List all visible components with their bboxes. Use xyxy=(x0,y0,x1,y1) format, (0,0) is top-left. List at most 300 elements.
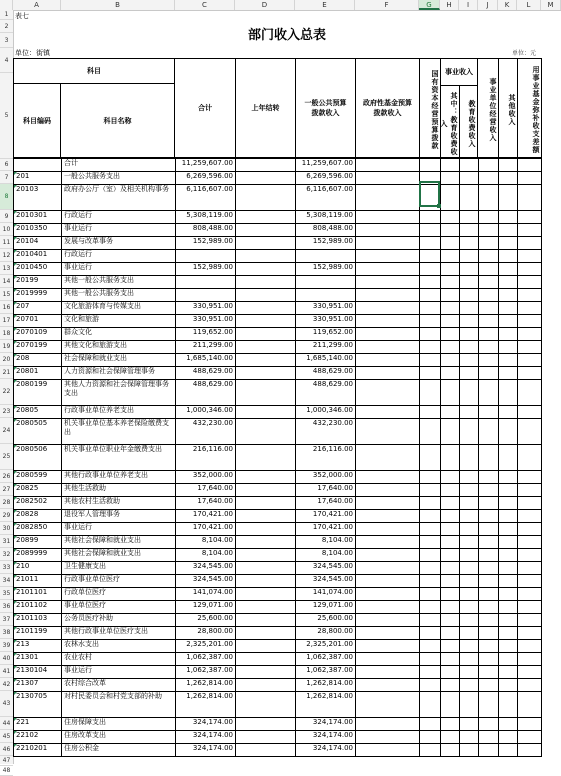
row-header-42[interactable]: 42 xyxy=(0,678,13,691)
cell-empty[interactable] xyxy=(479,406,499,419)
cell-empty[interactable] xyxy=(356,367,420,380)
row-header-1[interactable]: 1 xyxy=(0,10,13,20)
cell-empty[interactable] xyxy=(479,172,499,185)
cell-empty[interactable] xyxy=(420,536,441,549)
cell-total[interactable]: 11,259,607.00 xyxy=(176,159,236,172)
cell-last-year[interactable] xyxy=(236,406,296,419)
cell-empty[interactable] xyxy=(499,250,518,263)
cell-empty[interactable] xyxy=(479,159,499,172)
cell-total[interactable]: 352,000.00 xyxy=(176,471,236,484)
cell-empty[interactable] xyxy=(441,224,460,237)
cell-general-budget[interactable]: 17,640.00 xyxy=(296,484,356,497)
cell-subject-name[interactable]: 事业运行 xyxy=(62,666,176,679)
cell-empty[interactable] xyxy=(441,744,460,757)
cell-empty[interactable] xyxy=(420,367,441,380)
cell-empty[interactable] xyxy=(518,172,542,185)
cell-empty[interactable] xyxy=(356,354,420,367)
select-all-corner[interactable] xyxy=(0,0,13,10)
cell-empty[interactable] xyxy=(460,692,479,718)
cell-empty[interactable] xyxy=(356,276,420,289)
cell-last-year[interactable] xyxy=(236,562,296,575)
cell-empty[interactable] xyxy=(518,679,542,692)
cell-empty[interactable] xyxy=(460,419,479,445)
cell-general-budget[interactable]: 211,299.00 xyxy=(296,341,356,354)
cell-general-budget[interactable]: 25,600.00 xyxy=(296,614,356,627)
cell-general-budget[interactable]: 141,074.00 xyxy=(296,588,356,601)
cell-empty[interactable] xyxy=(441,627,460,640)
cell-general-budget[interactable]: 216,116.00 xyxy=(296,445,356,471)
cell-empty[interactable] xyxy=(479,679,499,692)
cell-subject-code[interactable]: 2010401 xyxy=(14,250,62,263)
cell-subject-code[interactable]: 20104 xyxy=(14,237,62,250)
cell-empty[interactable] xyxy=(518,588,542,601)
column-header-e[interactable]: E xyxy=(295,0,355,10)
cell-empty[interactable] xyxy=(441,640,460,653)
cell-empty[interactable] xyxy=(441,237,460,250)
cell-empty[interactable] xyxy=(479,575,499,588)
cell-empty[interactable] xyxy=(441,419,460,445)
cell-last-year[interactable] xyxy=(236,510,296,523)
cell-empty[interactable] xyxy=(460,289,479,302)
cell-empty[interactable] xyxy=(420,315,441,328)
cell-general-budget[interactable]: 324,174.00 xyxy=(296,744,356,757)
cell-last-year[interactable] xyxy=(236,250,296,263)
column-header-h[interactable]: H xyxy=(440,0,459,10)
cell-empty[interactable] xyxy=(499,471,518,484)
cell-last-year[interactable] xyxy=(236,666,296,679)
cell-empty[interactable] xyxy=(441,731,460,744)
cell-empty[interactable] xyxy=(518,419,542,445)
row-header-43[interactable]: 43 xyxy=(0,691,13,717)
cell-general-budget[interactable]: 488,629.00 xyxy=(296,380,356,406)
cell-empty[interactable] xyxy=(499,575,518,588)
cell-general-budget[interactable]: 330,951.00 xyxy=(296,302,356,315)
cell-total[interactable]: 152,989.00 xyxy=(176,263,236,276)
cell-total[interactable] xyxy=(176,289,236,302)
cell-empty[interactable] xyxy=(479,419,499,445)
row-header-32[interactable]: 32 xyxy=(0,548,13,561)
cell-empty[interactable] xyxy=(460,575,479,588)
cell-empty[interactable] xyxy=(420,224,441,237)
cell-empty[interactable] xyxy=(499,302,518,315)
cell-empty[interactable] xyxy=(460,627,479,640)
cell-subject-name[interactable]: 行政运行 xyxy=(62,250,176,263)
cell-subject-code[interactable]: 2080599 xyxy=(14,471,62,484)
cell-empty[interactable] xyxy=(460,497,479,510)
cell-general-budget[interactable]: 1,685,140.00 xyxy=(296,354,356,367)
cell-last-year[interactable] xyxy=(236,588,296,601)
cell-subject-code[interactable]: 22102 xyxy=(14,731,62,744)
cell-subject-code[interactable]: 20899 xyxy=(14,536,62,549)
cell-empty[interactable] xyxy=(420,497,441,510)
cell-subject-name[interactable]: 行政单位医疗 xyxy=(62,588,176,601)
row-header-28[interactable]: 28 xyxy=(0,496,13,509)
cell-empty[interactable] xyxy=(518,562,542,575)
cell-empty[interactable] xyxy=(356,562,420,575)
cell-empty[interactable] xyxy=(420,341,441,354)
cell-general-budget[interactable]: 488,629.00 xyxy=(296,367,356,380)
cell-total[interactable]: 141,074.00 xyxy=(176,588,236,601)
cell-total[interactable]: 324,174.00 xyxy=(176,731,236,744)
cell-last-year[interactable] xyxy=(236,185,296,211)
row-header-36[interactable]: 36 xyxy=(0,600,13,613)
cell-subject-code[interactable]: 2101103 xyxy=(14,614,62,627)
cell-empty[interactable] xyxy=(460,666,479,679)
cell-total[interactable]: 28,800.00 xyxy=(176,627,236,640)
cell-subject-name[interactable]: 行政运行 xyxy=(62,211,176,224)
cell-subject-name[interactable]: 事业运行 xyxy=(62,523,176,536)
cell-empty[interactable] xyxy=(518,211,542,224)
cell-last-year[interactable] xyxy=(236,237,296,250)
cell-subject-name[interactable]: 其他人力资源和社会保障管理事务支出 xyxy=(62,380,176,406)
cell-subject-name[interactable]: 其他一般公共服务支出 xyxy=(62,276,176,289)
cell-empty[interactable] xyxy=(441,562,460,575)
cell-empty[interactable] xyxy=(460,484,479,497)
cell-empty[interactable] xyxy=(441,523,460,536)
cell-empty[interactable] xyxy=(420,562,441,575)
cell-empty[interactable] xyxy=(356,588,420,601)
row-header-5[interactable]: 5 xyxy=(0,73,13,159)
row-header-38[interactable]: 38 xyxy=(0,626,13,639)
cell-empty[interactable] xyxy=(499,354,518,367)
cell-subject-name[interactable]: 农村综合改革 xyxy=(62,679,176,692)
cell-empty[interactable] xyxy=(518,731,542,744)
cell-empty[interactable] xyxy=(460,172,479,185)
cell-last-year[interactable] xyxy=(236,627,296,640)
cell-subject-code[interactable]: 20805 xyxy=(14,406,62,419)
cell-total[interactable]: 25,600.00 xyxy=(176,614,236,627)
cell-last-year[interactable] xyxy=(236,744,296,757)
row-header-30[interactable]: 30 xyxy=(0,522,13,535)
cell-last-year[interactable] xyxy=(236,328,296,341)
cell-empty[interactable] xyxy=(460,640,479,653)
cell-empty[interactable] xyxy=(499,380,518,406)
cell-empty[interactable] xyxy=(518,523,542,536)
cell-subject-name[interactable]: 农业农村 xyxy=(62,653,176,666)
cell-empty[interactable] xyxy=(420,549,441,562)
cell-empty[interactable] xyxy=(499,523,518,536)
cell-empty[interactable] xyxy=(479,744,499,757)
cell-last-year[interactable] xyxy=(236,172,296,185)
cell-general-budget[interactable]: 6,116,607.00 xyxy=(296,185,356,211)
cell-subject-name[interactable]: 其他社会保障和就业支出 xyxy=(62,536,176,549)
cell-empty[interactable] xyxy=(420,289,441,302)
cell-empty[interactable] xyxy=(518,224,542,237)
cell-empty[interactable] xyxy=(518,302,542,315)
cell-subject-name[interactable]: 其他行政事业单位医疗支出 xyxy=(62,627,176,640)
cell-empty[interactable] xyxy=(518,341,542,354)
cell-empty[interactable] xyxy=(441,692,460,718)
cell-general-budget[interactable]: 1,262,814.00 xyxy=(296,679,356,692)
cell-empty[interactable] xyxy=(356,718,420,731)
cell-last-year[interactable] xyxy=(236,445,296,471)
cell-subject-code[interactable]: 2010450 xyxy=(14,263,62,276)
cell-empty[interactable] xyxy=(479,354,499,367)
cell-general-budget[interactable]: 1,000,346.00 xyxy=(296,406,356,419)
cell-general-budget[interactable] xyxy=(296,276,356,289)
cell-subject-code[interactable]: 2210201 xyxy=(14,744,62,757)
cell-empty[interactable] xyxy=(518,536,542,549)
cell-subject-name[interactable]: 农林水支出 xyxy=(62,640,176,653)
cell-subject-code[interactable]: 2082502 xyxy=(14,497,62,510)
cell-subject-code[interactable]: 2101102 xyxy=(14,601,62,614)
cell-empty[interactable] xyxy=(499,211,518,224)
cell-empty[interactable] xyxy=(356,302,420,315)
cell-total[interactable]: 324,174.00 xyxy=(176,744,236,757)
cell-subject-code[interactable]: 21301 xyxy=(14,653,62,666)
cell-empty[interactable] xyxy=(499,341,518,354)
cell-empty[interactable] xyxy=(460,601,479,614)
row-header-35[interactable]: 35 xyxy=(0,587,13,600)
cell-empty[interactable] xyxy=(518,159,542,172)
cell-empty[interactable] xyxy=(441,380,460,406)
cell-subject-name[interactable]: 事业单位医疗 xyxy=(62,601,176,614)
cell-subject-name[interactable]: 合计 xyxy=(62,159,176,172)
cell-general-budget[interactable]: 152,989.00 xyxy=(296,237,356,250)
cell-empty[interactable] xyxy=(479,601,499,614)
cell-total[interactable]: 152,989.00 xyxy=(176,237,236,250)
cell-subject-code[interactable] xyxy=(14,159,62,172)
cell-empty[interactable] xyxy=(499,510,518,523)
cell-total[interactable]: 6,269,596.00 xyxy=(176,172,236,185)
cell-empty[interactable] xyxy=(479,653,499,666)
cell-subject-name[interactable]: 住房改革支出 xyxy=(62,731,176,744)
cell-empty[interactable] xyxy=(441,601,460,614)
cell-empty[interactable] xyxy=(460,510,479,523)
cell-empty[interactable] xyxy=(460,367,479,380)
cell-general-budget[interactable]: 2,325,201.00 xyxy=(296,640,356,653)
cell-subject-name[interactable]: 一般公共服务支出 xyxy=(62,172,176,185)
cell-empty[interactable] xyxy=(356,627,420,640)
cell-empty[interactable] xyxy=(499,159,518,172)
cell-empty[interactable] xyxy=(479,640,499,653)
cell-subject-name[interactable]: 其他一般公共服务支出 xyxy=(62,289,176,302)
cell-last-year[interactable] xyxy=(236,679,296,692)
cell-empty[interactable] xyxy=(420,575,441,588)
cell-general-budget[interactable]: 330,951.00 xyxy=(296,315,356,328)
cell-empty[interactable] xyxy=(356,484,420,497)
cell-empty[interactable] xyxy=(460,588,479,601)
cell-empty[interactable] xyxy=(518,549,542,562)
cell-empty[interactable] xyxy=(499,562,518,575)
cell-last-year[interactable] xyxy=(236,653,296,666)
cell-empty[interactable] xyxy=(356,471,420,484)
cell-empty[interactable] xyxy=(420,601,441,614)
cell-subject-name[interactable]: 发展与改革事务 xyxy=(62,237,176,250)
cell-subject-name[interactable]: 其他农村生活救助 xyxy=(62,497,176,510)
column-header-l[interactable]: L xyxy=(517,0,541,10)
cell-subject-code[interactable]: 20199 xyxy=(14,276,62,289)
cell-empty[interactable] xyxy=(518,263,542,276)
cell-subject-name[interactable]: 行政事业单位养老支出 xyxy=(62,406,176,419)
cell-last-year[interactable] xyxy=(236,536,296,549)
cell-empty[interactable] xyxy=(441,315,460,328)
cell-empty[interactable] xyxy=(479,367,499,380)
cell-subject-code[interactable]: 2080506 xyxy=(14,445,62,471)
cell-last-year[interactable] xyxy=(236,549,296,562)
cell-subject-name[interactable]: 卫生健康支出 xyxy=(62,562,176,575)
cell-empty[interactable] xyxy=(356,159,420,172)
cell-subject-name[interactable]: 退役军人管理事务 xyxy=(62,510,176,523)
cell-last-year[interactable] xyxy=(236,471,296,484)
cell-empty[interactable] xyxy=(420,159,441,172)
cell-subject-name[interactable]: 群众文化 xyxy=(62,328,176,341)
cell-empty[interactable] xyxy=(441,354,460,367)
cell-empty[interactable] xyxy=(441,276,460,289)
row-header-12[interactable]: 12 xyxy=(0,249,13,262)
column-header-b[interactable]: B xyxy=(61,0,175,10)
cell-empty[interactable] xyxy=(460,250,479,263)
cell-subject-code[interactable]: 20801 xyxy=(14,367,62,380)
cell-empty[interactable] xyxy=(460,315,479,328)
cell-empty[interactable] xyxy=(518,250,542,263)
cell-empty[interactable] xyxy=(420,614,441,627)
cell-total[interactable]: 129,071.00 xyxy=(176,601,236,614)
cell-empty[interactable] xyxy=(479,224,499,237)
cell-subject-code[interactable]: 2101101 xyxy=(14,588,62,601)
cell-empty[interactable] xyxy=(479,562,499,575)
cell-empty[interactable] xyxy=(441,367,460,380)
row-header-39[interactable]: 39 xyxy=(0,639,13,652)
cell-empty[interactable] xyxy=(499,679,518,692)
cell-empty[interactable] xyxy=(420,211,441,224)
cell-empty[interactable] xyxy=(518,289,542,302)
cell-empty[interactable] xyxy=(460,679,479,692)
cell-empty[interactable] xyxy=(441,445,460,471)
cell-general-budget[interactable] xyxy=(296,250,356,263)
cell-empty[interactable] xyxy=(441,588,460,601)
cell-empty[interactable] xyxy=(479,237,499,250)
cell-total[interactable]: 170,421.00 xyxy=(176,510,236,523)
cell-empty[interactable] xyxy=(356,523,420,536)
row-header-46[interactable]: 46 xyxy=(0,743,13,756)
cell-total[interactable]: 5,308,119.00 xyxy=(176,211,236,224)
cell-empty[interactable] xyxy=(441,653,460,666)
cell-last-year[interactable] xyxy=(236,614,296,627)
cell-total[interactable]: 488,629.00 xyxy=(176,367,236,380)
cell-empty[interactable] xyxy=(356,419,420,445)
cell-empty[interactable] xyxy=(356,406,420,419)
cell-empty[interactable] xyxy=(479,484,499,497)
row-header-8[interactable]: 8 xyxy=(0,184,13,210)
row-header-41[interactable]: 41 xyxy=(0,665,13,678)
row-header-29[interactable]: 29 xyxy=(0,509,13,522)
cell-last-year[interactable] xyxy=(236,484,296,497)
cell-empty[interactable] xyxy=(441,302,460,315)
cell-empty[interactable] xyxy=(499,276,518,289)
cell-total[interactable]: 17,640.00 xyxy=(176,484,236,497)
cell-empty[interactable] xyxy=(499,484,518,497)
row-header-31[interactable]: 31 xyxy=(0,535,13,548)
cell-last-year[interactable] xyxy=(236,731,296,744)
cell-empty[interactable] xyxy=(356,575,420,588)
cell-empty[interactable] xyxy=(499,263,518,276)
cell-empty[interactable] xyxy=(356,289,420,302)
cell-subject-code[interactable]: 213 xyxy=(14,640,62,653)
cell-empty[interactable] xyxy=(356,679,420,692)
cell-empty[interactable] xyxy=(499,718,518,731)
cell-empty[interactable] xyxy=(420,731,441,744)
cell-empty[interactable] xyxy=(479,614,499,627)
cell-subject-name[interactable]: 文化和旅游 xyxy=(62,315,176,328)
cell-subject-code[interactable]: 2070199 xyxy=(14,341,62,354)
cell-empty[interactable] xyxy=(420,328,441,341)
cell-total[interactable]: 330,951.00 xyxy=(176,302,236,315)
cell-empty[interactable] xyxy=(499,731,518,744)
cell-empty[interactable] xyxy=(518,653,542,666)
cell-total[interactable]: 216,116.00 xyxy=(176,445,236,471)
cell-empty[interactable] xyxy=(356,341,420,354)
cell-subject-code[interactable]: 2089999 xyxy=(14,549,62,562)
row-header-22[interactable]: 22 xyxy=(0,379,13,405)
cell-empty[interactable] xyxy=(518,744,542,757)
cell-general-budget[interactable]: 11,259,607.00 xyxy=(296,159,356,172)
cell-empty[interactable] xyxy=(499,692,518,718)
cell-empty[interactable] xyxy=(356,172,420,185)
cell-empty[interactable] xyxy=(518,328,542,341)
cell-empty[interactable] xyxy=(499,289,518,302)
cell-empty[interactable] xyxy=(518,497,542,510)
row-header-11[interactable]: 11 xyxy=(0,236,13,249)
cell-empty[interactable] xyxy=(518,666,542,679)
cell-empty[interactable] xyxy=(499,588,518,601)
cell-empty[interactable] xyxy=(499,640,518,653)
cell-empty[interactable] xyxy=(479,289,499,302)
cell-last-year[interactable] xyxy=(236,315,296,328)
cell-last-year[interactable] xyxy=(236,380,296,406)
row-header-19[interactable]: 19 xyxy=(0,340,13,353)
cell-last-year[interactable] xyxy=(236,640,296,653)
cell-empty[interactable] xyxy=(420,263,441,276)
row-header-9[interactable]: 9 xyxy=(0,210,13,223)
cell-empty[interactable] xyxy=(441,614,460,627)
cell-empty[interactable] xyxy=(441,159,460,172)
row-header-16[interactable]: 16 xyxy=(0,301,13,314)
cell-total[interactable]: 1,000,346.00 xyxy=(176,406,236,419)
cell-empty[interactable] xyxy=(518,510,542,523)
cell-empty[interactable] xyxy=(420,419,441,445)
cell-general-budget[interactable]: 6,269,596.00 xyxy=(296,172,356,185)
cell-empty[interactable] xyxy=(479,471,499,484)
cell-general-budget[interactable]: 1,262,814.00 xyxy=(296,692,356,718)
cell-empty[interactable] xyxy=(460,562,479,575)
cell-empty[interactable] xyxy=(479,510,499,523)
cell-subject-name[interactable]: 机关事业单位职业年金缴费支出 xyxy=(62,445,176,471)
cell-total[interactable]: 324,174.00 xyxy=(176,718,236,731)
cell-subject-name[interactable]: 其他文化和旅游支出 xyxy=(62,341,176,354)
cell-subject-code[interactable]: 210 xyxy=(14,562,62,575)
cell-total[interactable]: 1,685,140.00 xyxy=(176,354,236,367)
cell-empty[interactable] xyxy=(518,718,542,731)
cell-empty[interactable] xyxy=(420,445,441,471)
cell-empty[interactable] xyxy=(441,666,460,679)
cell-empty[interactable] xyxy=(479,211,499,224)
cell-subject-code[interactable]: 2130104 xyxy=(14,666,62,679)
column-header-f[interactable]: F xyxy=(355,0,419,10)
cell-empty[interactable] xyxy=(518,471,542,484)
cell-general-budget[interactable]: 5,308,119.00 xyxy=(296,211,356,224)
cell-subject-code[interactable]: 21011 xyxy=(14,575,62,588)
row-header-25[interactable]: 25 xyxy=(0,444,13,470)
cell-last-year[interactable] xyxy=(236,601,296,614)
cell-empty[interactable] xyxy=(441,679,460,692)
cell-empty[interactable] xyxy=(460,354,479,367)
cell-empty[interactable] xyxy=(518,367,542,380)
cell-subject-name[interactable]: 社会保障和就业支出 xyxy=(62,354,176,367)
cell-empty[interactable] xyxy=(356,380,420,406)
cell-empty[interactable] xyxy=(460,263,479,276)
cell-empty[interactable] xyxy=(356,640,420,653)
